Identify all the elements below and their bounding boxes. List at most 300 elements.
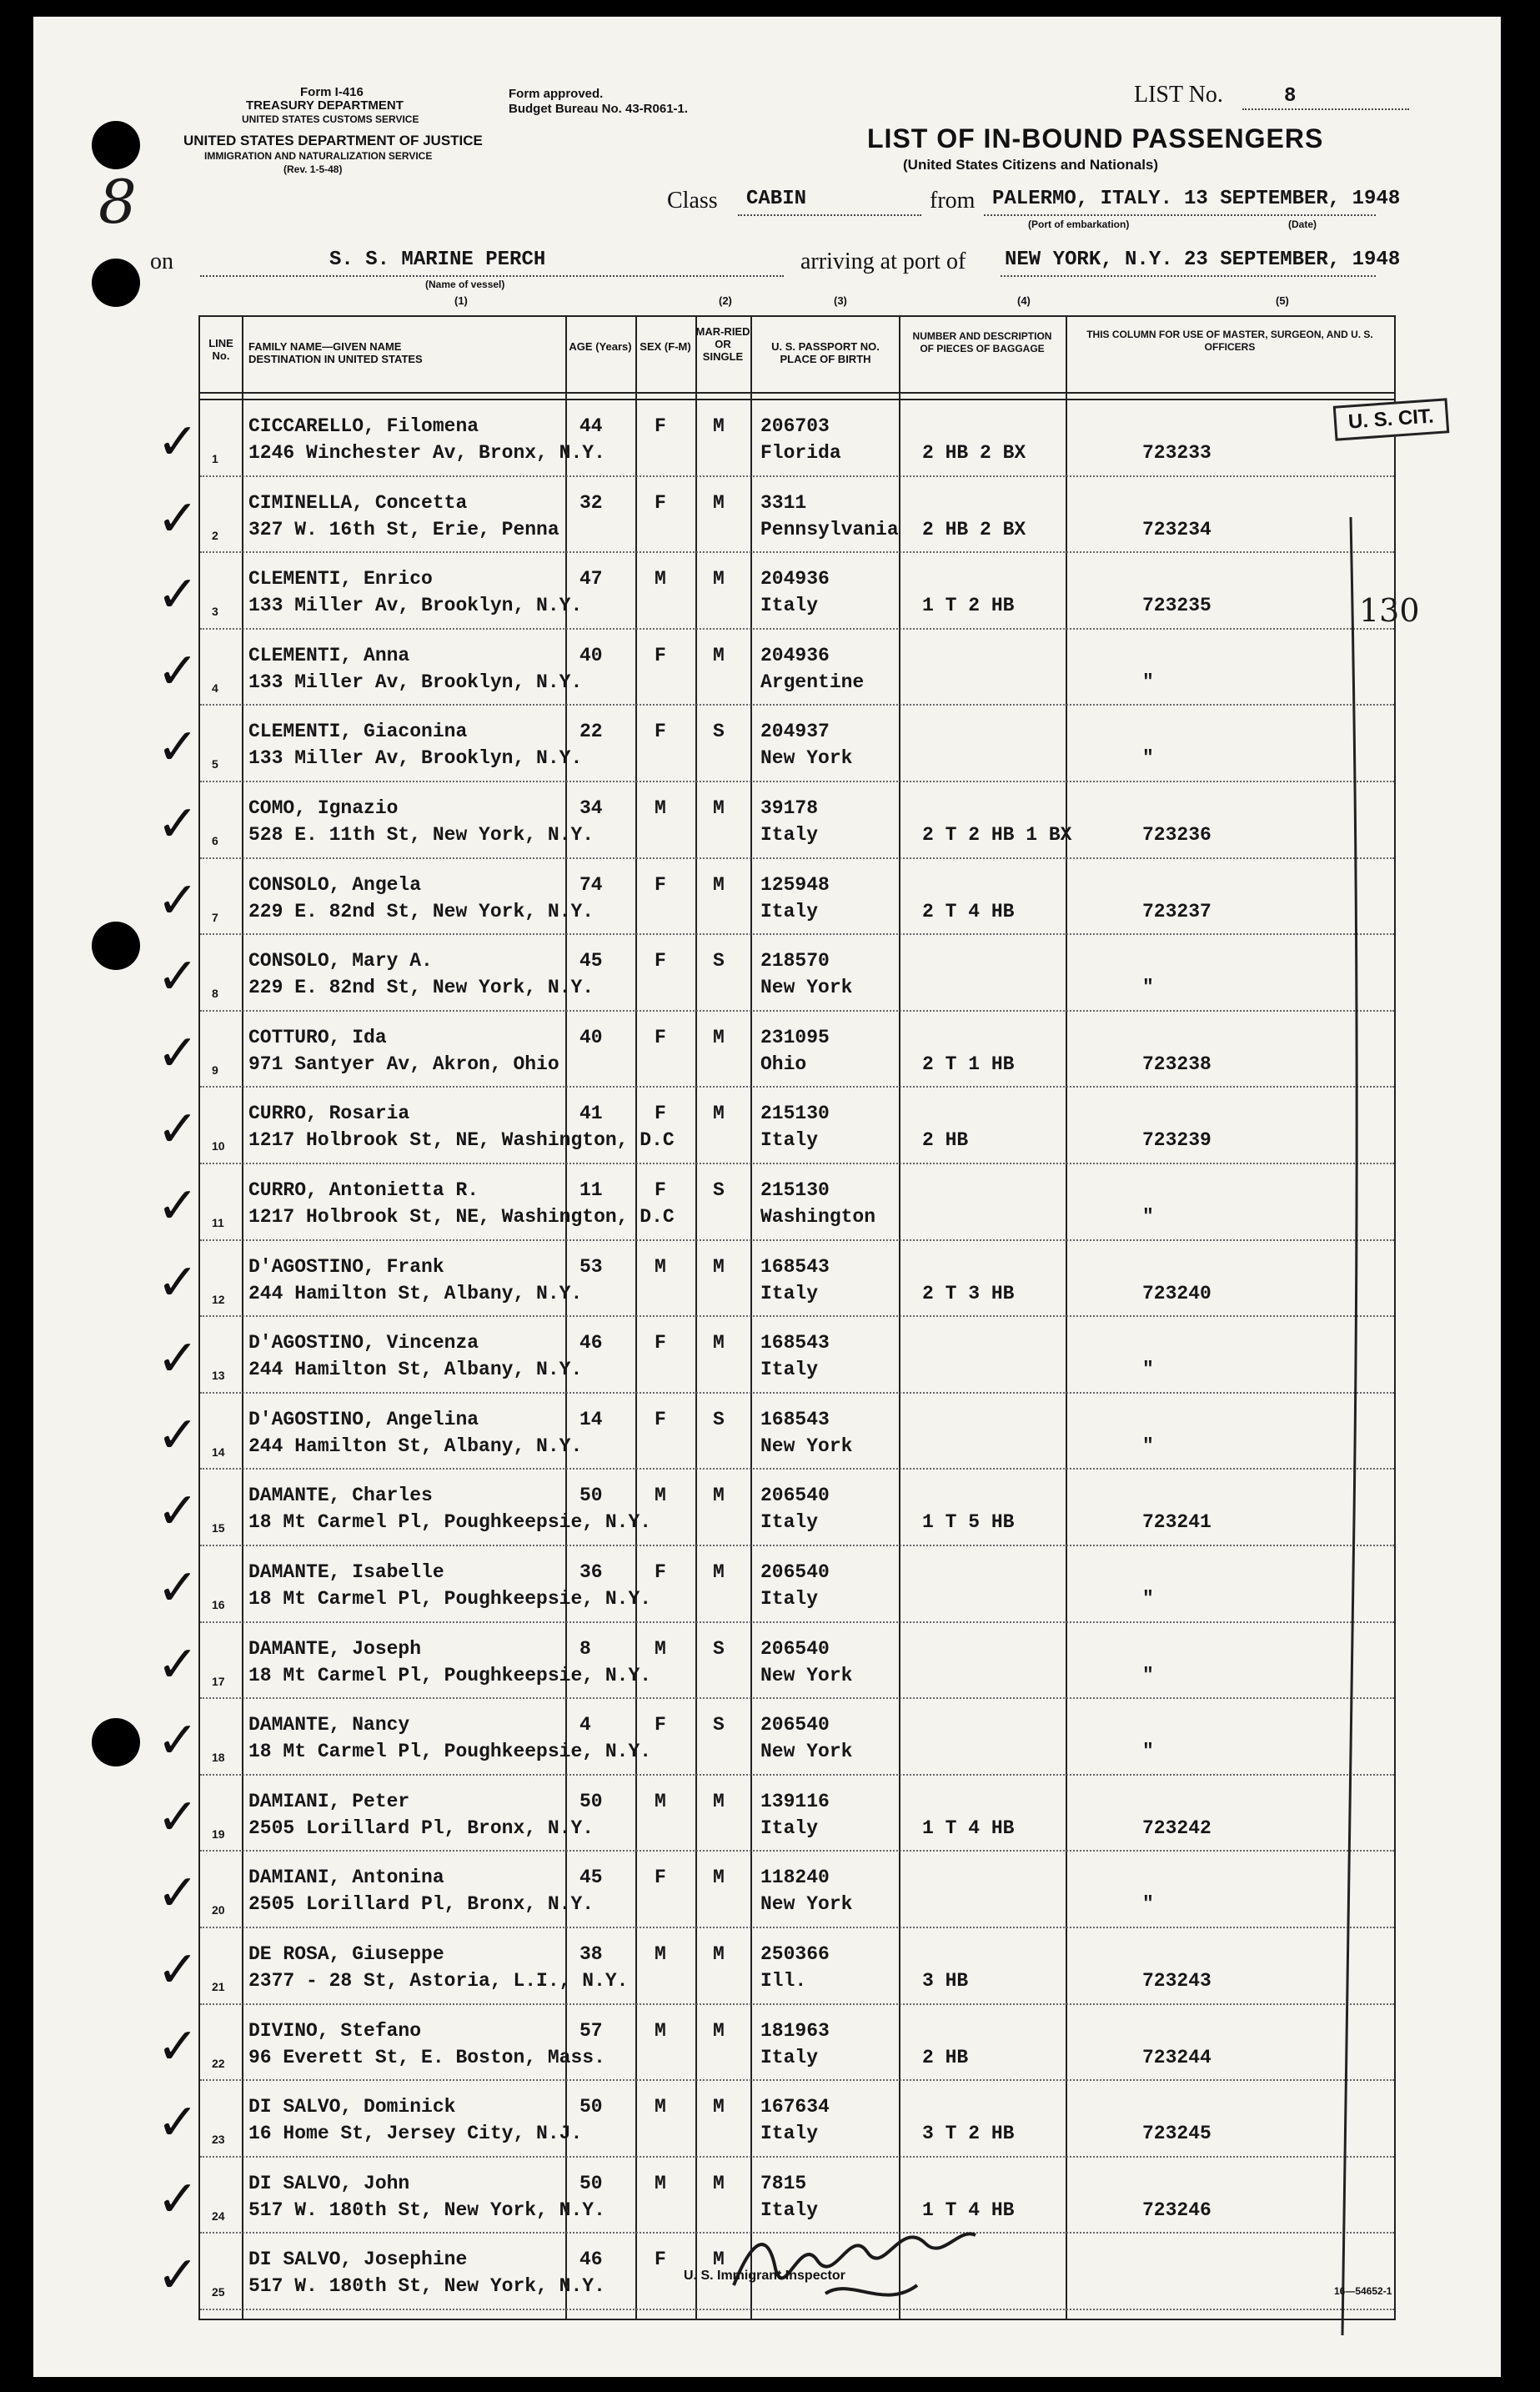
punch-hole: [92, 259, 140, 307]
document-subtitle: (United States Citizens and Nationals): [903, 157, 1159, 173]
place-of-birth: Italy: [760, 1511, 819, 1534]
passenger-name: DAMIANI, Peter: [248, 1790, 410, 1812]
form-number: Form I-416: [300, 85, 364, 99]
passport-number: 206540: [760, 1714, 830, 1736]
officer-number: 723241: [1142, 1511, 1211, 1534]
passport-number: 215130: [760, 1179, 830, 1201]
marital-status: M: [713, 415, 725, 437]
officer-number: 723236: [1142, 824, 1211, 846]
check-mark-icon: ✓: [157, 1864, 199, 1923]
passenger-age: 34: [579, 797, 603, 819]
column-number-2: (2): [719, 294, 732, 307]
passenger-name: D'AGOSTINO, Frank: [248, 1255, 444, 1278]
line-number: 22: [212, 2056, 225, 2070]
passenger-address: 517 W. 180th St, New York, N.Y.: [248, 2275, 605, 2298]
passport-number: 39178: [760, 797, 819, 819]
list-no-label: LIST No.: [1134, 82, 1223, 108]
table-row: [157, 1012, 1394, 1088]
passport-number: 181963: [760, 2019, 830, 2042]
officer-number: ": [1142, 1893, 1154, 1916]
officer-number: 723243: [1142, 1970, 1211, 1992]
marital-status: S: [713, 1408, 725, 1430]
check-mark-icon: ✓: [157, 641, 199, 701]
check-mark-icon: ✓: [157, 1253, 199, 1312]
line-number: 6: [212, 834, 218, 847]
header-officers: THIS COLUMN FOR USE OF MASTER, SURGEON, AND U. S. OFFICERS: [1086, 329, 1373, 353]
check-mark-icon: ✓: [157, 871, 199, 930]
passenger-age: 45: [579, 1867, 603, 1889]
check-mark-icon: ✓: [157, 2017, 199, 2076]
place-of-birth: New York: [760, 747, 853, 770]
marital-status: M: [713, 2249, 725, 2271]
passport-number: 206540: [760, 1561, 830, 1583]
class-value: CABIN: [746, 188, 807, 210]
line-number: 11: [212, 1216, 224, 1229]
passenger-name: DI SALVO, Dominick: [248, 2096, 456, 2118]
place-of-birth: Pennsylvania: [760, 518, 899, 540]
check-mark-icon: ✓: [157, 1405, 199, 1465]
pen-line: [1317, 517, 1367, 2352]
passenger-age: 14: [579, 1408, 603, 1430]
passenger-sex: F: [655, 1408, 666, 1430]
passenger-age: 46: [579, 2249, 603, 2271]
line-number: 12: [212, 1292, 225, 1306]
place-of-birth: Ill.: [760, 1970, 807, 1992]
header-passport: U. S. PASSPORT NO. PLACE OF BIRTH: [771, 340, 880, 365]
passenger-address: 244 Hamilton St, Albany, N.Y.: [248, 1435, 583, 1457]
check-mark-icon: ✓: [157, 1635, 199, 1694]
line-number: 4: [212, 681, 218, 695]
marital-status: M: [713, 491, 725, 514]
check-mark-icon: ✓: [157, 1329, 199, 1389]
marital-status: M: [713, 1103, 725, 1125]
justice-label: UNITED STATES DEPARTMENT OF JUSTICE: [183, 133, 483, 148]
baggage: 3 HB: [922, 1970, 969, 1992]
place-of-birth: Italy: [760, 2199, 819, 2221]
passenger-name: CICCARELLO, Filomena: [248, 415, 479, 437]
passenger-sex: F: [655, 1179, 666, 1201]
table-row: [157, 1317, 1394, 1394]
passenger-age: 50: [579, 1485, 603, 1507]
passenger-address: 133 Miller Av, Brooklyn, N.Y.: [248, 747, 583, 770]
passport-number: 231095: [760, 1026, 830, 1048]
line-number: 25: [212, 2285, 225, 2299]
baggage: 2 T 4 HB: [922, 900, 1015, 922]
document-title: LIST OF IN-BOUND PASSENGERS: [867, 123, 1324, 153]
passenger-age: 36: [579, 1561, 603, 1583]
check-mark-icon: ✓: [157, 1711, 199, 1771]
passenger-name: COMO, Ignazio: [248, 797, 399, 819]
revision-label: (Rev. 1-5-48): [283, 163, 343, 175]
check-mark-icon: ✓: [157, 1941, 199, 1999]
line-number: 5: [212, 757, 218, 771]
passport-number: 204936: [760, 644, 830, 666]
line-number: 1: [212, 452, 218, 465]
officer-number: 723237: [1142, 900, 1211, 922]
passenger-sex: F: [655, 2249, 666, 2271]
table-row: [157, 477, 1394, 554]
line-number: 9: [212, 1063, 218, 1077]
passenger-age: 4: [579, 1714, 591, 1736]
baggage: 2 T 2 HB 1 BX: [922, 824, 1072, 846]
passenger-name: DE ROSA, Giuseppe: [248, 1943, 444, 1965]
treasury-label: TREASURY DEPARTMENT: [246, 98, 404, 113]
passenger-sex: F: [655, 1561, 666, 1583]
passenger-address: 2505 Lorillard Pl, Bronx, N.Y.: [248, 1893, 594, 1916]
officer-number: 723245: [1142, 2123, 1211, 2145]
line-number: 16: [212, 1598, 225, 1611]
officer-number: ": [1142, 1359, 1154, 1381]
table-row: [157, 935, 1394, 1012]
passenger-name: DAMANTE, Nancy: [248, 1714, 410, 1736]
check-mark-icon: ✓: [157, 1023, 199, 1083]
line-number: 24: [212, 2209, 225, 2223]
place-of-birth: Italy: [760, 900, 819, 922]
passenger-sex: F: [655, 1714, 666, 1736]
officer-number: ": [1142, 671, 1154, 693]
passenger-address: 1246 Winchester Av, Bronx, N.Y.: [248, 442, 605, 464]
passport-number: 7815: [760, 2172, 807, 2194]
passenger-name: DI SALVO, Josephine: [248, 2249, 468, 2271]
line-number: 7: [212, 910, 218, 924]
officer-number: 723240: [1142, 1282, 1211, 1304]
passenger-age: 40: [579, 1026, 603, 1048]
passenger-sex: F: [655, 721, 666, 743]
embark-date-value: 13 SEPTEMBER, 1948: [1184, 188, 1401, 210]
date-caption: (Date): [1288, 219, 1317, 230]
table-row: [157, 2081, 1394, 2158]
passenger-address: 16 Home St, Jersey City, N.J.: [248, 2123, 583, 2145]
passenger-age: 50: [579, 2172, 603, 2194]
passenger-address: 2377 - 28 St, Astoria, L.I., N.Y.: [248, 1970, 629, 1992]
passenger-address: 18 Mt Carmel Pl, Poughkeepsie, N.Y.: [248, 1511, 652, 1534]
check-mark-icon: ✓: [157, 2246, 199, 2305]
passenger-name: DAMANTE, Charles: [248, 1485, 433, 1507]
ins-label: IMMIGRATION AND NATURALIZATION SERVICE: [204, 150, 433, 162]
officer-number: ": [1142, 1435, 1154, 1457]
place-of-birth: Ohio: [760, 1053, 807, 1075]
vessel-caption: (Name of vessel): [425, 279, 505, 290]
marital-status: S: [713, 1637, 725, 1660]
check-mark-icon: ✓: [157, 413, 199, 471]
passenger-name: DAMANTE, Isabelle: [248, 1561, 444, 1583]
table-row: [157, 1088, 1394, 1164]
officer-number: 723233: [1142, 442, 1211, 464]
table-row: [157, 1852, 1394, 1928]
place-of-birth: Washington: [760, 1206, 876, 1228]
passport-number: 204936: [760, 568, 830, 590]
marital-status: M: [713, 1485, 725, 1507]
margin-number: 8: [98, 167, 137, 237]
passenger-name: CIMINELLA, Concetta: [248, 491, 468, 514]
passport-number: 206540: [760, 1637, 830, 1660]
marital-status: M: [713, 644, 725, 666]
check-mark-icon: ✓: [157, 2093, 199, 2153]
passenger-age: 11: [579, 1179, 603, 1201]
marital-status: M: [713, 873, 725, 896]
passenger-sex: F: [655, 1103, 666, 1125]
passport-number: 168543: [760, 1332, 830, 1354]
list-no-value: 8: [1284, 85, 1297, 108]
header-sex: SEX (F-M): [640, 340, 691, 353]
line-number: 10: [212, 1139, 225, 1153]
passenger-sex: M: [655, 797, 666, 819]
check-mark-icon: ✓: [157, 1482, 199, 1541]
passport-number: 168543: [760, 1255, 830, 1278]
passenger-sex: M: [655, 568, 666, 590]
marital-status: M: [713, 1332, 725, 1354]
form-code: 16—54652-1: [1334, 2285, 1392, 2297]
marital-status: S: [713, 721, 725, 743]
passport-number: 204937: [760, 721, 830, 743]
check-mark-icon: ✓: [157, 947, 199, 1007]
baggage: 1 T 2 HB: [922, 595, 1015, 617]
table-row: [157, 1623, 1394, 1700]
check-mark-icon: ✓: [157, 1787, 199, 1847]
passenger-sex: F: [655, 491, 666, 514]
baggage: 1 T 4 HB: [922, 2199, 1015, 2221]
marital-status: M: [713, 1255, 725, 1278]
passenger-age: 46: [579, 1332, 603, 1354]
line-number: 14: [212, 1445, 225, 1459]
baggage: 3 T 2 HB: [922, 2123, 1015, 2145]
passenger-age: 74: [579, 873, 603, 896]
marital-status: M: [713, 1790, 725, 1812]
passenger-address: 244 Hamilton St, Albany, N.Y.: [248, 1359, 583, 1381]
passenger-address: 133 Miller Av, Brooklyn, N.Y.: [248, 595, 583, 617]
passenger-sex: F: [655, 950, 666, 972]
passport-number: 218570: [760, 950, 830, 972]
place-of-birth: Argentine: [760, 671, 865, 693]
passenger-sex: F: [655, 1867, 666, 1889]
passenger-name: DIVINO, Stefano: [248, 2019, 422, 2042]
document-page: [33, 17, 1501, 2377]
passenger-age: 44: [579, 415, 603, 437]
column-number-1: (1): [454, 294, 468, 307]
marital-status: M: [713, 2172, 725, 2194]
officer-number: ": [1142, 1588, 1154, 1610]
passenger-name: DI SALVO, John: [248, 2172, 410, 2194]
passport-number: 125948: [760, 873, 830, 896]
passenger-address: 971 Santyer Av, Akron, Ohio: [248, 1053, 559, 1075]
check-mark-icon: ✓: [157, 2169, 199, 2229]
passenger-age: 22: [579, 721, 603, 743]
table-row: [157, 1699, 1394, 1776]
passenger-age: 47: [579, 568, 603, 590]
passenger-name: CLEMENTI, Enrico: [248, 568, 433, 590]
passenger-name: CURRO, Rosaria: [248, 1103, 410, 1125]
line-number: 13: [212, 1369, 225, 1383]
passenger-sex: M: [655, 1790, 666, 1812]
table-row: [157, 1394, 1394, 1470]
check-mark-icon: ✓: [157, 1100, 199, 1159]
passenger-address: 229 E. 82nd St, New York, N.Y.: [248, 977, 594, 999]
officer-number: ": [1142, 1741, 1154, 1763]
header-married: MAR-RIED OR SINGLE: [695, 325, 750, 363]
officer-number: 723234: [1142, 518, 1211, 540]
marital-status: S: [713, 1179, 725, 1201]
passenger-age: 57: [579, 2019, 603, 2042]
us-citizen-stamp: U. S. CIT.: [1333, 398, 1449, 440]
place-of-birth: Italy: [760, 1588, 819, 1610]
line-number: 19: [212, 1827, 225, 1841]
passenger-address: 517 W. 180th St, New York, N.Y.: [248, 2199, 605, 2221]
passport-number: 168543: [760, 1408, 830, 1430]
line-number: 2: [212, 528, 218, 542]
from-label: from: [930, 188, 976, 214]
marital-status: M: [713, 2096, 725, 2118]
vessel-name: S. S. MARINE PERCH: [329, 249, 546, 271]
line-number: 21: [212, 1980, 225, 1993]
table-row: [157, 400, 1394, 477]
place-of-birth: Italy: [760, 1359, 819, 1381]
passenger-sex: F: [655, 644, 666, 666]
on-label: on: [150, 249, 173, 274]
form-approved-label: Form approved.: [509, 87, 604, 101]
marital-status: M: [713, 1943, 725, 1965]
passenger-sex: M: [655, 2096, 666, 2118]
officer-number: 723246: [1142, 2199, 1211, 2221]
line-number: 20: [212, 1903, 225, 1917]
officer-number: 723242: [1142, 1817, 1211, 1839]
passenger-sex: M: [655, 2019, 666, 2042]
line-number: 15: [212, 1521, 225, 1535]
place-of-birth: Italy: [760, 2123, 819, 2145]
passenger-address: 244 Hamilton St, Albany, N.Y.: [248, 1282, 583, 1304]
passenger-sex: M: [655, 2172, 666, 2194]
check-mark-icon: ✓: [157, 718, 199, 777]
passenger-age: 50: [579, 1790, 603, 1812]
passenger-address: 18 Mt Carmel Pl, Poughkeepsie, N.Y.: [248, 1741, 652, 1763]
header-age: AGE (Years): [569, 340, 632, 353]
passenger-age: 45: [579, 950, 603, 972]
officer-number: ": [1142, 1206, 1154, 1228]
marital-status: M: [713, 568, 725, 590]
place-of-birth: New York: [760, 1741, 853, 1763]
punch-hole: [92, 922, 140, 970]
passport-number: 250366: [760, 1943, 830, 1965]
check-mark-icon: ✓: [157, 1559, 199, 1617]
passenger-sex: M: [655, 1637, 666, 1660]
officer-number: ": [1142, 977, 1154, 999]
place-of-birth: New York: [760, 1435, 853, 1457]
table-row: [157, 1470, 1394, 1546]
baggage: 2 HB 2 BX: [922, 442, 1026, 464]
budget-label: Budget Bureau No. 43-R061-1.: [509, 102, 689, 116]
passenger-name: DAMANTE, Joseph: [248, 1637, 422, 1660]
marital-status: S: [713, 950, 725, 972]
passenger-address: 327 W. 16th St, Erie, Penna: [248, 518, 559, 540]
passenger-age: 32: [579, 491, 603, 514]
header-baggage: NUMBER AND DESCRIPTION OF PIECES OF BAGGAGE: [912, 330, 1052, 354]
check-mark-icon: ✓: [157, 489, 199, 548]
place-of-birth: Florida: [760, 442, 841, 464]
passenger-age: 8: [579, 1637, 591, 1660]
passenger-name: D'AGOSTINO, Vincenza: [248, 1332, 479, 1354]
officer-number: 723238: [1142, 1053, 1211, 1075]
passenger-address: 528 E. 11th St, New York, N.Y.: [248, 824, 594, 846]
line-number: 23: [212, 2133, 225, 2147]
table-row: [157, 782, 1394, 859]
passenger-name: COTTURO, Ida: [248, 1026, 387, 1048]
place-of-birth: New York: [760, 977, 853, 999]
arrival-port-value: NEW YORK, N.Y.: [1005, 249, 1173, 271]
table-row: [157, 1164, 1394, 1241]
table-row: [157, 2005, 1394, 2082]
passenger-age: 53: [579, 1255, 603, 1278]
table-row: [157, 1776, 1394, 1852]
passenger-address: 2505 Lorillard Pl, Bronx, N.Y.: [248, 1817, 594, 1839]
officer-number: 723244: [1142, 2046, 1211, 2068]
passport-number: 118240: [760, 1867, 830, 1889]
column-number-5: (5): [1276, 294, 1289, 307]
place-of-birth: Italy: [760, 2046, 819, 2068]
passenger-sex: F: [655, 873, 666, 896]
marital-status: M: [713, 1026, 725, 1048]
passport-number: 167634: [760, 2096, 830, 2118]
passenger-sex: F: [655, 1026, 666, 1048]
embark-port-value: PALERMO, ITALY.: [992, 188, 1173, 210]
line-number: 17: [212, 1674, 225, 1688]
passenger-age: 40: [579, 644, 603, 666]
place-of-birth: Italy: [760, 1282, 819, 1304]
passenger-name: CONSOLO, Angela: [248, 873, 422, 896]
passport-number: 206540: [760, 1485, 830, 1507]
marital-status: M: [713, 1561, 725, 1583]
place-of-birth: Italy: [760, 1817, 819, 1839]
customs-label: UNITED STATES CUSTOMS SERVICE: [242, 113, 419, 125]
place-of-birth: Italy: [760, 1129, 819, 1152]
passenger-age: 41: [579, 1103, 603, 1125]
passenger-address: 18 Mt Carmel Pl, Poughkeepsie, N.Y.: [248, 1664, 652, 1686]
table-row: [157, 553, 1394, 630]
place-of-birth: New York: [760, 1893, 853, 1916]
table-row: [157, 706, 1394, 782]
passenger-name: CLEMENTI, Anna: [248, 644, 410, 666]
column-number-3: (3): [834, 294, 847, 307]
marital-status: M: [713, 797, 725, 819]
header-name: FAMILY NAME—GIVEN NAME DESTINATION IN UNITED STATES: [248, 340, 423, 365]
line-number: 8: [212, 987, 218, 1001]
check-mark-icon: ✓: [157, 565, 199, 625]
officer-number: 723239: [1142, 1129, 1211, 1152]
passenger-address: 96 Everett St, E. Boston, Mass.: [248, 2046, 605, 2068]
officer-number: ": [1142, 1664, 1154, 1686]
column-number-4: (4): [1017, 294, 1031, 307]
passenger-sex: F: [655, 1332, 666, 1354]
passenger-name: CONSOLO, Mary A.: [248, 950, 433, 972]
header-line-no: LINE No.: [208, 337, 233, 362]
passenger-age: 38: [579, 1943, 603, 1965]
count-note: 130: [1359, 592, 1420, 629]
baggage: 2 HB 2 BX: [922, 518, 1026, 540]
inspector-caption: U. S. Immigrant Inspector: [684, 2269, 845, 2283]
arrival-date-value: 23 SEPTEMBER, 1948: [1184, 249, 1401, 271]
passenger-name: CLEMENTI, Giaconina: [248, 721, 468, 743]
check-mark-icon: ✓: [157, 1177, 199, 1235]
passport-number: 139116: [760, 1790, 830, 1812]
place-of-birth: Italy: [760, 824, 819, 846]
punch-hole: [92, 121, 140, 169]
passport-number: 206703: [760, 415, 830, 437]
passport-number: 215130: [760, 1103, 830, 1125]
table-row: [157, 1241, 1394, 1318]
table-row: [157, 1546, 1394, 1623]
arriving-label: arriving at port of: [800, 249, 966, 274]
place-of-birth: Italy: [760, 595, 819, 617]
baggage: 1 T 4 HB: [922, 1817, 1015, 1839]
passenger-sex: M: [655, 1485, 666, 1507]
